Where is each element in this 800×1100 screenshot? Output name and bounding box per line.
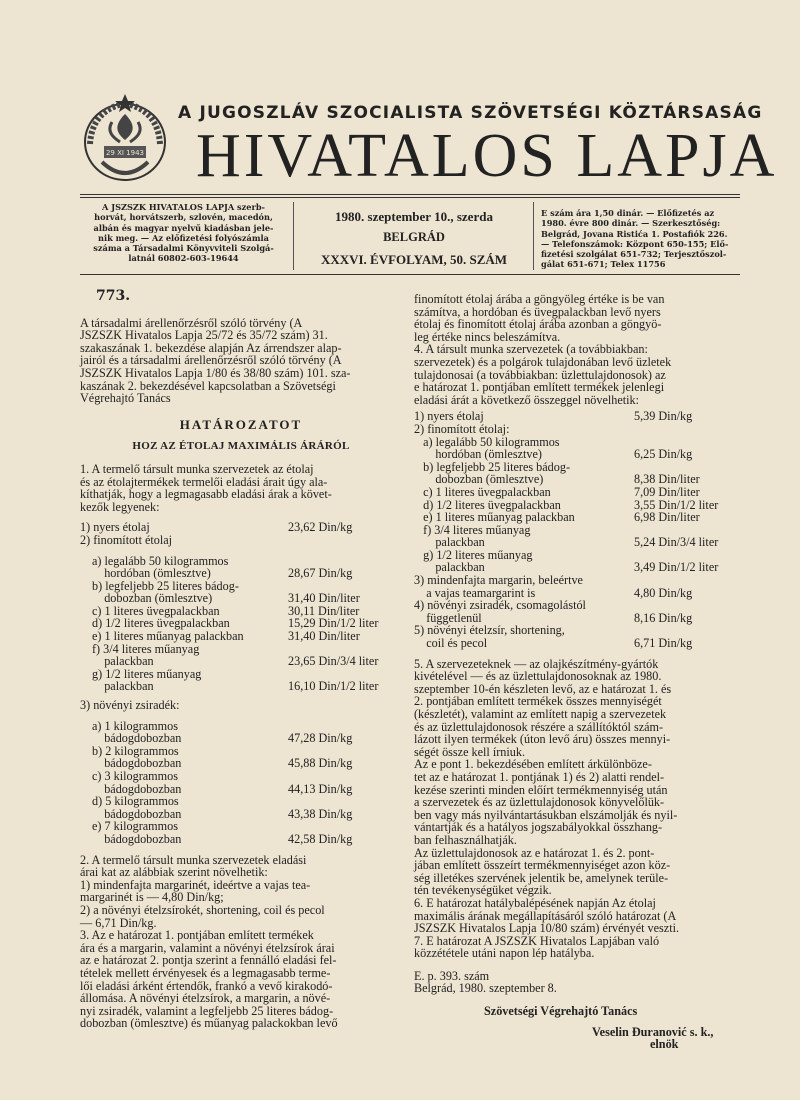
text-line: finomított étolaj árába a göngyöleg értéke is be van [414,292,665,306]
info-line: nik meg. — Az előfizetési folyószámla [98,232,269,243]
decree-heading: HATÁROZATOT [179,416,303,432]
text-line: nyi zsiradék, valamint a legfeljebb 25 literes bádog- [80,1003,334,1018]
header-rule-bottom [80,274,740,275]
issue-volume: XXXVI. ÉVFOLYAM, 50. SZÁM [320,252,508,267]
item-label: coil és pecol [414,636,488,651]
item-label: bádogdobozban [92,831,182,846]
text-line: ségét össze kell írniuk. [414,744,526,759]
text-line: maximális árának megállapításáról szóló határozat (A [414,908,677,923]
text-line: Az e pont 1. bekezdésében említett árkülönböze- [414,757,652,772]
decree-subheading: HOZ AZ ÉTOLAJ MAXIMÁLIS ÁRÁRÓL [132,440,350,453]
text-line: 6. E határozat hatálybalépésének napján Az étolaj [414,895,656,910]
item-price: 8,38 Din/liter [634,472,700,487]
text-line: az e határozat 2. pontja szerint a fennálló eladási fel- [80,953,337,968]
text-line: ban felhasználhatják. [414,832,517,847]
info-line: gálat 651-671; Telex 11756 [541,259,666,270]
issue-date: 1980. szeptember 10., szerda [335,209,493,224]
left-column [80,290,402,1030]
emblem-date: 29 XI 1943 [105,149,145,157]
item-label: 4) növényi zsiradék, csomagolástól [414,598,586,613]
text-line: 3. Az e határozat 1. pontjában említett termékek [80,928,314,943]
item-price: 42,58 Din/kg [288,831,353,846]
item-price: 5,39 Din/kg [634,409,693,424]
item-label: g) 1/2 literes műanyag [414,547,533,562]
text-line: dobozban (ömlesztve) és műanyag palackokban levő [80,1016,338,1031]
text-line: e határozat 1. pontjában említett termékek jelenlegi [414,380,665,395]
text-line: JSZSZK Hivatalos Lapja 10/80 szám) érvényét veszti. [414,921,680,936]
item-price: 3,49 Din/1/2 liter [634,560,719,575]
price-increase-list [414,410,740,649]
item-price: 5,24 Din/3/4 liter [634,535,719,550]
text-line: leg értéke nincs beleszámítva. [414,329,561,344]
paragraph-2 [80,854,402,1030]
text-line: szervezetek) és a polgárok tulajdonában levő üzletek [414,354,672,369]
item-price: 23,62 Din/kg [288,520,353,535]
info-line: A JSZSZK HIVATALOS LAPJA szerb- [102,202,265,212]
text-line: tulajdonosai (a továbbiakban: üzlettulajdonosok) az [414,367,666,382]
item-label: bádogdobozban [92,731,182,746]
item-price: 44,13 Din/kg [288,781,353,796]
state-emblem-icon [82,92,168,184]
item-label: g) 1/2 literes műanyag [92,666,202,681]
text-line: JSZSZK Hivatalos Lapja 1/80 és 38/80 szám) 101. sza- [80,365,351,380]
intro-paragraph [80,317,402,405]
text-line: A társadalmi árellenőrzésről szóló törvény (A [80,315,303,330]
text-line: jairól és a társadalmi árellenőrzésről szóló törvény (A [80,353,342,368]
item-label: e) 1 literes műanyag palackban [92,629,244,644]
text-line: tételek mellett érvényesek és a legmagasabb terme- [80,965,331,980]
info-line: 1980. évre 800 dinár. — Szerkesztőség: [541,218,721,229]
item-price: 23,65 Din/3/4 liter [288,654,379,669]
decree-number: 773. [96,288,131,304]
item-price: 6,25 Din/kg [634,447,693,462]
text-line: 2) a növényi ételzsírokét, shortening, coil és pecol [80,902,325,917]
item-label: f) 3/4 literes műanyag [414,522,531,537]
item-price: 15,29 Din/1/2 liter [288,616,379,631]
item-price: 31,40 Din/liter [288,629,360,644]
text-line: kezők legyenek: [80,499,160,514]
text-line: vántartják és a hatályos jogszabályokkal összhang- [414,820,663,835]
paragraph-5-7 [414,658,740,960]
item-label: a) legalább 50 kilogrammos [414,434,560,449]
info-line: száma a Társadalmi Könyvviteli Szolgá- [93,243,274,254]
item-label: 3) mindenfajta margarin, beleértve [414,573,583,588]
item-label: palackban [92,679,154,694]
text-line: kezése szerinti minden előírt termékmennyiség után [414,782,668,797]
text-line: 2. pontjában említett termékek összes mennyiségét [414,694,662,709]
item-label: c) 1 literes üvegpalackban [92,603,220,618]
item-price: 8,16 Din/kg [634,610,693,625]
text-line: 7. E határozat A JSZSZK Hivatalos Lapjában való [414,933,660,948]
text-line: szakaszának 1. bekezdése alapján Az árrendszer alap- [80,340,342,355]
header-divider [293,202,294,270]
item-price: 28,67 Din/kg [288,566,353,581]
item-label: 1) nyers étolaj [80,520,150,535]
issue-info [303,207,525,270]
item-label: palackban [414,535,485,550]
text-line: a szervezetek és az üzlettulajdonosok könyvelőlük- [414,795,665,810]
price-list-3 [80,720,402,846]
text-line: tet az e határozat 1. pontjának 1) és 2) alatti rendel- [414,769,665,784]
text-line: 4. A társult munka szervezetek (a továbbiakban: [414,342,648,357]
item-label: 2) finomított étolaj [80,532,173,547]
text-line: közzététele utáni napon lép hatályba. [414,946,595,961]
item-label: hordóban (ömlesztve) [92,566,211,581]
info-line: latnál 60802-603-19644 [128,253,239,264]
item-label: e) 1 literes műanyag palackban [414,510,575,525]
item-price: 43,38 Din/kg [288,806,353,821]
item-label: palackban [414,560,485,575]
paragraph-1 [80,463,402,513]
price-contact-info [541,208,741,270]
masthead-subtitle: A JUGOSZLÁV SZOCIALISTA SZÖVETSÉGI KÖZTÁRSASÁG [178,103,763,123]
text-line: Az üzlettulajdonosok az e határozat 1. és 2. pont- [414,845,655,860]
text-line: 2. A termelő társult munka szervezetek eladási [80,852,307,867]
item-label: b) legfeljebb 25 literes bádog- [92,578,239,593]
reference-number: E. p. 393. szám [414,968,490,983]
paragraph-3-4 [414,293,740,406]
text-line: és az üzlettulajdonosok részére a szállítóktól szám- [414,719,664,734]
info-line: E szám ára 1,50 dinár. — Előfizetés az [541,208,715,218]
text-line: tén tevékenységüket végzik. [414,883,552,898]
text-line: lői eladási árként értendők, frankó a vevő kirakodó- [80,978,333,993]
text-line: kaszának 2. bekezdésével kapcsolatban a Szövetségi [80,378,336,393]
info-line: horvát, horvátszerb, szlovén, macedón, [94,212,273,223]
price-row [92,833,402,846]
text-line: szeptember 10-én készleten levő, az e határozat 1. és [414,681,672,696]
item-label: d) 5 kilogrammos [92,794,179,809]
price-list-1 [80,521,402,546]
item-label: f) 3/4 literes műanyag [92,641,200,656]
item-label: dobozban (ömlesztve) [414,472,544,487]
item-label: a) legalább 50 kilogrammos [92,553,229,568]
item-label: bádogdobozban [92,806,182,821]
item-price: 6,98 Din/liter [634,510,700,525]
text-line: 1. A termelő társult munka szervezetek az étolaj [80,461,314,476]
item-label: 1) nyers étolaj [414,409,484,424]
header-divider [533,202,534,270]
text-line: kíthatják, hogy a legmagasabb eladási árak a követ- [80,487,332,502]
item-label: 2) finomított étolaj: [414,421,510,436]
item-label: a) 1 kilogrammos [92,718,178,733]
item-label: palackban [92,654,154,669]
text-line: számítva, a hordóban és üvegpalackban levő nyers [414,304,661,319]
right-column [414,293,740,1051]
item-label: c) 3 kilogrammos [92,769,178,783]
text-line: jában említett összeírt termékmennyiséget azon köz- [414,858,671,873]
item-price: 47,28 Din/kg [288,731,353,746]
info-line: albán és magyar nyelvű kiadásban jele- [93,222,274,233]
item-price: 16,10 Din/1/2 liter [288,679,379,694]
text-line: 1) mindenfajta margarinét, ideértve a vajas tea- [80,877,311,892]
price-row [80,534,402,547]
item-label: 5) növényi ételzsír, shortening, [414,623,565,638]
text-line: kivételével — és az üzlettulajdonosoknak az 1980. [414,669,662,684]
masthead-title: HIVATALOS LAPJA [196,122,778,190]
text-line: ben vagy más nyilvántartásukban elszámolják és nyil- [414,807,678,822]
price-row [414,637,740,650]
signer-name: Veselin Đuranović s. k., [592,1024,714,1039]
list-3-title: 3) növényi zsiradék: [80,698,180,713]
text-line: (készletét), valamint az említett napig a szervezetek [414,707,667,721]
item-label: dobozban (ömlesztve) [92,591,213,606]
item-label: b) 2 kilogrammos [92,743,179,758]
price-list-2 [80,555,402,694]
item-label: c) 1 literes üvegpalackban [414,484,551,499]
text-line: ség illetékes szervének jelentik be, amelynek terüle- [414,870,669,885]
signer-role: elnök [650,1037,679,1052]
council-name: Szövetségi Végrehajtó Tanács [484,1004,638,1019]
text-line: Végrehajtó Tanács [80,391,171,406]
price-row [92,680,402,693]
text-line: — 6,71 Din/kg. [80,915,157,930]
item-label: hordóban (ömlesztve) [414,447,542,462]
text-line: állomása. A növényi ételzsírok, a margarin, a növé- [80,991,331,1006]
issue-city: BELGRÁD [383,230,445,244]
item-label: d) 1/2 literes üvegpalackban [414,497,561,512]
text-line: árai kat az alábbiak szerint növelhetik: [80,865,268,880]
item-label: függetlenül [414,610,482,625]
item-label: bádogdobozban [92,756,182,771]
text-line: étolaj és finomított étolaj árába azonban a göngyö- [414,317,662,332]
item-label: a vajas teamargarint is [414,585,536,600]
text-line: lázott ilyen termékek (úton levő áru) összes mennyi- [414,732,671,747]
item-price: 30,11 Din/liter [288,603,360,618]
text-line: ára és a margarin, valamint a növényi ételzsírok árai [80,940,335,955]
item-price: 31,40 Din/liter [288,591,360,606]
item-price: 4,80 Din/kg [634,585,693,600]
text-line: JSZSZK Hivatalos Lapja 25/72 és 35/72 szám) 31. [80,328,328,343]
text-line: eladási árát a következő összeggel növelhetik: [414,392,640,407]
text-line: margarinét is — 4,80 Din/kg; [80,890,224,905]
item-price: 7,09 Din/liter [634,484,700,499]
text-line: 5. A szervezeteknek — az olajkészítmény-gyártók [414,656,659,671]
info-line: — Telefonszámok: Központ 650-155; Elő- [541,238,729,249]
text-line: és az étolajtermékek termelői eladási árait úgy ala- [80,474,328,489]
publication-info [80,202,287,264]
item-price: 45,88 Din/kg [288,756,353,771]
item-label: e) 7 kilogrammos [92,819,178,834]
info-line: Belgrád, Jovana Ristića 1. Postafiók 226. [541,228,728,239]
item-label: d) 1/2 literes üvegpalackban [92,616,230,631]
item-price: 6,71 Din/kg [634,636,693,651]
header-rule-top [80,194,740,195]
item-price: 3,55 Din/1/2 liter [634,497,719,512]
item-label: b) legfeljebb 25 literes bádog- [414,459,571,474]
info-line: fizetési szolgálat 651-732; Terjesztőszol- [541,249,727,260]
header-rule-top2 [80,197,740,198]
place-date: Belgrád, 1980. szeptember 8. [414,981,557,996]
item-label: bádogdobozban [92,781,182,796]
